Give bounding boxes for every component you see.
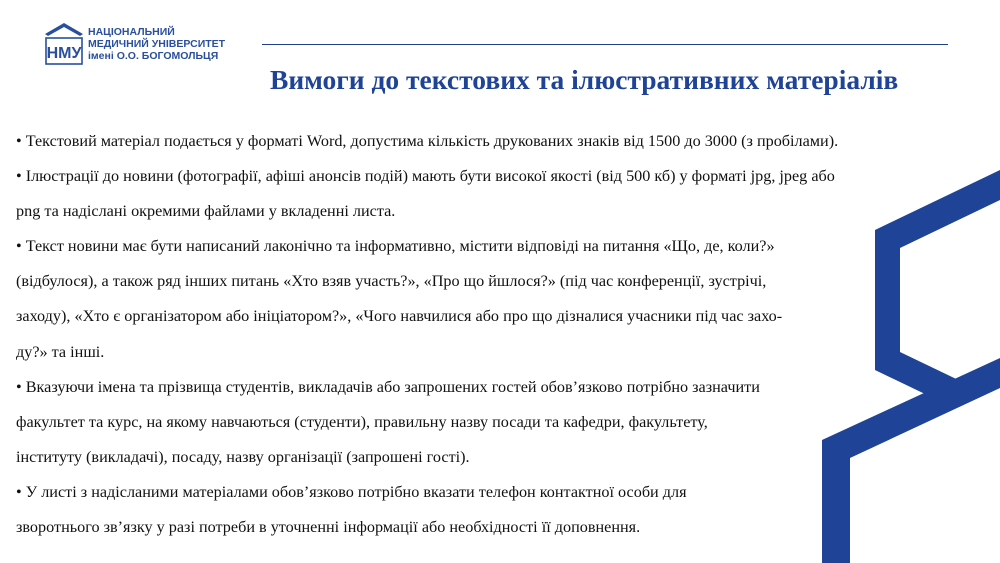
text-line: • Вказуючи імена та прізвища студентів, викладачів або запрошених гостей обов’язково потрібно зазначити [16,377,760,396]
text-line: • Текст новини має бути написаний лаконічно та інформативно, містити відповіді на питання «Що, де, коли?» [16,237,775,256]
university-logo [44,22,264,70]
university-name-line: МЕДИЧНИЙ УНІВЕРСИТЕТ [88,38,226,50]
svg-text:НМУ: НМУ [46,45,82,62]
text-line: інституту (викладачі), посаду, назву організації (запрошені гості). [16,447,470,466]
text-line: • Текстовий матеріал подається у форматі Word, допустима кількість друкованих знаків від 1500 до 3000 (з пробілами). [16,132,839,150]
university-name [88,26,225,62]
slide-title: Вимоги до текстових та ілюстративних матеріалів [270,64,899,95]
university-name-line: імені О.О. БОГОМОЛЬЦЯ [88,50,219,62]
text-line: • У листі з надісланими матеріалами обов’язково потрібно вказати телефон контактної особи для [16,482,687,501]
header-divider [262,44,948,45]
text-line: png та надіслані окремими файлами у вкладенні листа. [16,202,396,221]
text-line: (відбулося), а також ряд інших питань «Хто взяв участь?», «Про що йшлося?» (під час конференції, зустрічі, [16,272,767,291]
requirements-text [16,124,976,545]
text-line: • Ілюстрації до новини (фотографії, афіші анонсів подій) мають бути високої якості (від 500 кб) у форматі jpg, jpeg або [16,167,835,186]
text-line: зворотнього зв’язку у разі потреби в уточненні інформації або необхідності її доповнення. [16,518,641,537]
university-emblem-icon [44,22,84,68]
university-name-line: НАЦІОНАЛЬНИЙ [88,26,175,38]
text-line: факультет та курс, на якому навчаються (студенти), правильну назву посади та кафедри, факультету, [16,412,708,431]
text-line: ду?» та інші. [16,342,105,361]
text-line: заходу), «Хто є організатором або ініціатором?», «Чого навчилися або про що дізналися учасники під час захо- [16,307,783,326]
